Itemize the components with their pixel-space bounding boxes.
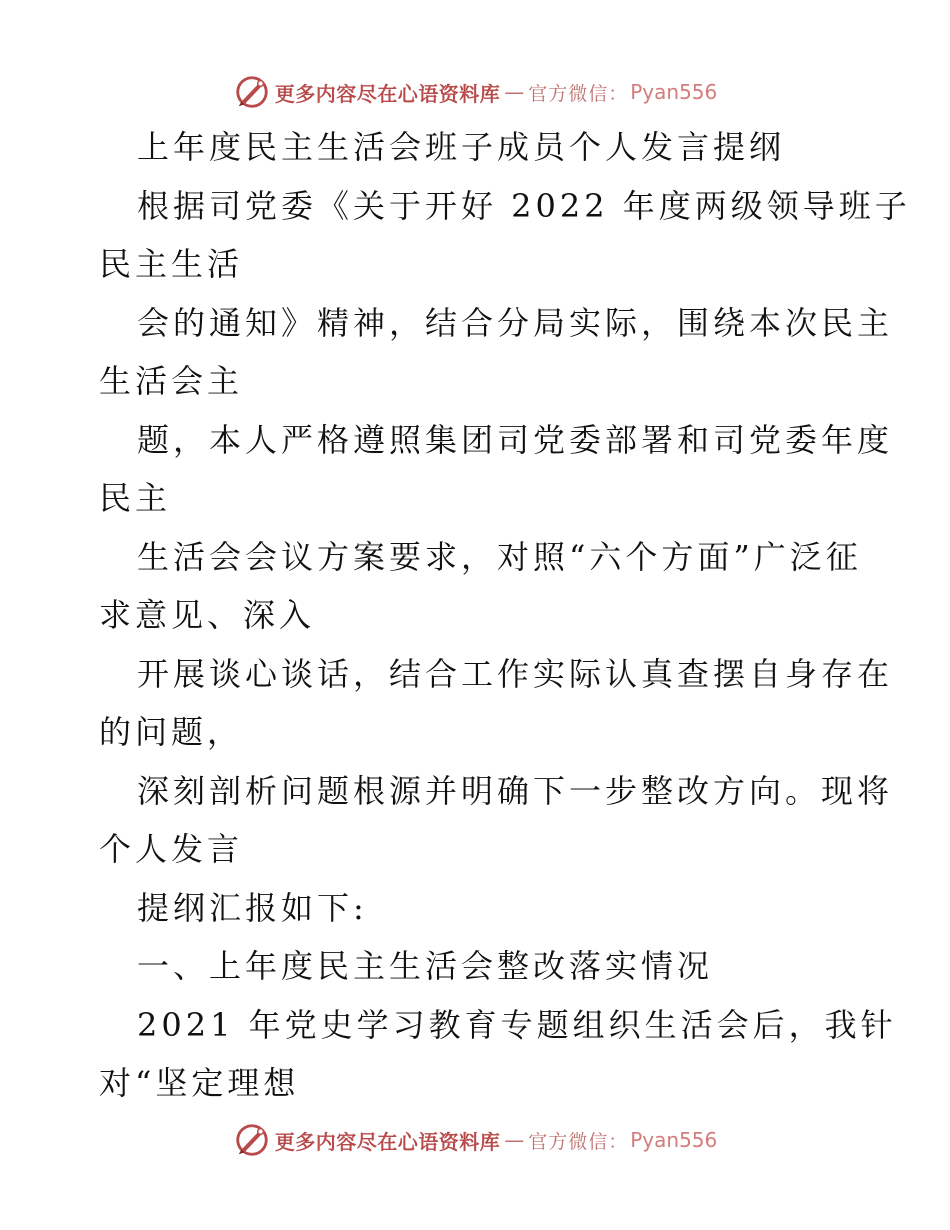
header-watermark	[0, 72, 950, 112]
text-line: 根据司党委《关于开好 2022 年度两级领导班子	[137, 186, 911, 225]
text-line: 深刻剖析问题根源并明确下一步整改方向。现将	[137, 771, 894, 810]
watermark-site-name: 更多内容尽在心语资料库	[274, 1129, 501, 1154]
text-line: 会的通知》精神，结合分局实际，围绕本次民主	[137, 303, 894, 342]
watermark-wechat-label: 官方微信：	[528, 82, 629, 105]
text-line: 的问题，	[99, 713, 244, 751]
text-line: 生活会主	[99, 362, 244, 400]
text-line: 上年度民主生活会班子成员个人发言提纲	[137, 128, 786, 166]
text-line: 生活会会议方案要求，对照“六个方面”广泛征	[137, 537, 862, 576]
watermark-wechat-label: 官方微信：	[528, 1130, 629, 1153]
pen-logo-icon	[233, 73, 271, 111]
text-line: 提纲汇报如下:	[137, 888, 368, 927]
text-line: 题，本人严格遵照集团司党委部署和司党委年度	[137, 420, 894, 459]
text-line: 个人发言	[99, 830, 244, 868]
text-line: 对“坚定理想	[99, 1064, 300, 1102]
text-line: 民主	[99, 479, 172, 517]
text-line: 求意见、深入	[99, 596, 316, 634]
pen-logo-icon	[233, 1121, 271, 1159]
text-line: 2021 年党史学习教育专题组织生活会后，我针	[137, 1005, 897, 1044]
text-line: 民主生活	[99, 245, 244, 283]
footer-watermark	[0, 1120, 950, 1160]
watermark-wechat-id: Pyan556	[630, 1128, 718, 1152]
watermark-wechat-id: Pyan556	[630, 80, 718, 104]
watermark-dash: —	[504, 80, 525, 104]
text-line: 开展谈心谈话，结合工作实际认真查摆自身存在	[137, 654, 894, 693]
watermark-dash: —	[504, 1128, 525, 1152]
text-line: 一、上年度民主生活会整改落实情况	[137, 947, 714, 985]
watermark-site-name: 更多内容尽在心语资料库	[274, 81, 501, 106]
document-body	[99, 118, 911, 1113]
